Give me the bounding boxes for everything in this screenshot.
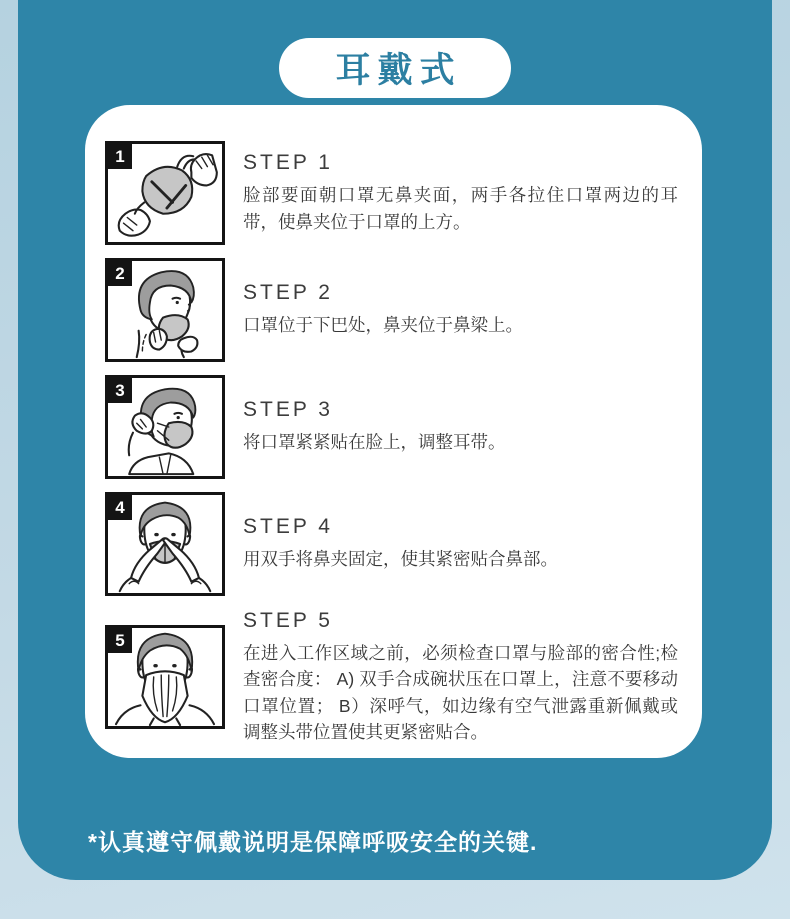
step-row-3 [105, 375, 678, 479]
instruction-card [85, 105, 702, 758]
step-3-text [243, 398, 678, 455]
step-3-illustration-adjust-ear-strap-icon [105, 375, 225, 479]
step-row-4 [105, 492, 678, 596]
step-description: 脸部要面朝口罩无鼻夹面，两手各拉住口罩两边的耳带，使鼻夹位于口罩的上方。 [243, 185, 678, 232]
step-number: 5 [115, 630, 125, 650]
step-number: 1 [115, 146, 125, 166]
step-5-illustration-seal-check-icon [105, 625, 225, 729]
step-number-badge [108, 628, 132, 653]
step-description: 将口罩紧紧贴在脸上，调整耳带。 [243, 432, 506, 453]
step-row-2 [105, 258, 678, 362]
step-row-5 [105, 609, 678, 745]
step-heading: STEP 4 [243, 515, 333, 539]
step-number-badge [108, 378, 132, 403]
footer-note: *认真遵守佩戴说明是保障呼吸安全的关键. [88, 829, 538, 855]
step-heading: STEP 2 [243, 281, 333, 305]
step-4-illustration-press-nose-clip-icon [105, 492, 225, 596]
step-number-badge [108, 261, 132, 286]
step-description: 在进入工作区域之前，必须检查口罩与脸部的密合性;检查密合度： A) 双手合成碗状压在口罩上，注意不要移动口罩位置； B）深呼气，如边缘有空气泄露重新佩戴或调整头带位置使其更紧密贴合。 [243, 643, 678, 742]
step-number-badge [108, 495, 132, 520]
step-5-text [243, 609, 678, 745]
step-number: 4 [115, 497, 125, 517]
step-number: 2 [115, 263, 125, 283]
title-badge [279, 38, 511, 98]
step-number: 3 [115, 380, 125, 400]
step-number-badge [108, 144, 132, 169]
step-2-illustration-mask-on-chin-icon [105, 258, 225, 362]
step-heading: STEP 1 [243, 151, 333, 175]
step-heading: STEP 3 [243, 398, 333, 422]
step-1-illustration-hands-holding-mask-icon [105, 141, 225, 245]
page-title: 耳戴式 [335, 51, 462, 90]
step-row-1 [105, 141, 678, 245]
step-2-text [243, 281, 678, 338]
step-1-text [243, 151, 678, 235]
step-4-text [243, 515, 678, 572]
step-heading: STEP 5 [243, 609, 333, 632]
step-description: 用双手将鼻夹固定，使其紧密贴合鼻部。 [243, 549, 558, 570]
step-description: 口罩位于下巴处，鼻夹位于鼻梁上。 [243, 315, 523, 336]
